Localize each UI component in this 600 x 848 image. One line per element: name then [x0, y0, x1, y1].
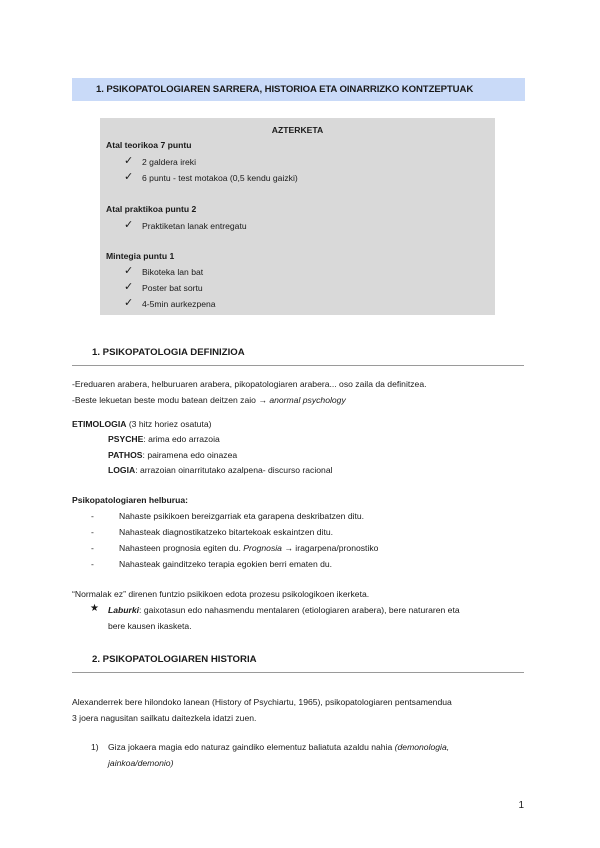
exam-section-title: Mintegia puntu 1 [106, 251, 175, 261]
star-icon: ★ [90, 603, 99, 614]
exam-item: Bikoteka lan bat [142, 267, 204, 277]
section-heading: 2. PSIKOPATOLOGIAREN HISTORIA [92, 654, 257, 665]
paragraph: Alexanderrek bere hilondoko lanean (History of Psychiartu, 1965), psikopatologiaren pentsamendua [72, 697, 452, 707]
goal-item: Nahasteak gainditzeko terapia egokien berri ematen du. [119, 559, 333, 569]
list-number: 1) [91, 742, 99, 752]
dash-bullet: - [91, 511, 94, 521]
summary-line: bere kausen ikasketa. [108, 621, 192, 631]
exam-item: 6 puntu - test motakoa (0,5 kendu gaizki) [142, 173, 298, 183]
check-icon: ✓ [124, 265, 134, 277]
check-icon: ✓ [124, 171, 134, 183]
goal-item: Nahaste psikikoen bereizgarriak eta garapena deskribatzen ditu. [119, 511, 365, 521]
goal-item: Nahasteak diagnostikatzeko bitartekoak eskaintzen ditu. [119, 527, 334, 537]
divider [72, 365, 524, 366]
divider [72, 672, 524, 673]
exam-section-title: Atal teorikoa 7 puntu [106, 140, 192, 150]
paragraph: 3 joera nagusitan sailkatu daitezkela idatzi zuen. [72, 713, 257, 723]
exam-heading: AZTERKETA [271, 125, 324, 135]
etymology-item: PATHOS: pairamena edo oinazea [108, 450, 238, 460]
exam-item: 2 galdera ireki [142, 157, 196, 167]
summary-line: Laburki: gaixotasun edo nahasmendu mentalaren (etiologiaren arabera), bere naturaren eta [108, 605, 460, 615]
exam-item: Praktiketan lanak entregatu [142, 221, 247, 231]
goals-heading: Psikopatologiaren helburua: [72, 495, 189, 505]
dash-bullet: - [91, 527, 94, 537]
exam-item: 4-5min aurkezpena [142, 299, 216, 309]
check-icon: ✓ [124, 281, 134, 293]
dash-bullet: - [91, 559, 94, 569]
etymology-item: LOGIA: arrazoian oinarritutako azalpena- discurso racional [108, 465, 333, 475]
exam-item: Poster bat sortu [142, 283, 203, 293]
check-icon: ✓ [124, 297, 134, 309]
page-title: 1. PSIKOPATOLOGIAREN SARRERA, HISTORIOA ETA OINARRIZKO KONTZEPTUAK [96, 84, 474, 95]
exam-section-title: Atal praktikoa puntu 2 [106, 204, 197, 214]
etymology-item: PSYCHE: arima edo arrazoia [108, 434, 220, 444]
paragraph: “Normalak ez” direnen funtzio psikikoen edota prozesu psikologikoen ikerketa. [72, 589, 370, 599]
dash-bullet: - [91, 543, 94, 553]
paragraph: -Beste lekuetan beste modu batean deitzen zaio → anormal psychology [72, 395, 346, 405]
check-icon: ✓ [124, 155, 134, 167]
paragraph: -Ereduaren arabera, helburuaren arabera, pikopatologiaren arabera... oso zaila da definitzea. [72, 379, 427, 389]
list-item-cont: jainkoa/demonio) [108, 758, 174, 768]
section-heading: 1. PSIKOPATOLOGIA DEFINIZIOA [92, 347, 245, 358]
goal-item: Nahasteen prognosia egiten du. Prognosia → iragarpena/pronostiko [119, 543, 379, 553]
page-number: 1 [518, 800, 524, 811]
etymology-heading: ETIMOLOGIA (3 hitz horiez osatuta) [72, 419, 212, 429]
list-item: Giza jokaera magia edo naturaz gaindiko elementuz baliatuta azaldu nahia (demonologia, [108, 742, 450, 752]
check-icon: ✓ [124, 219, 134, 231]
